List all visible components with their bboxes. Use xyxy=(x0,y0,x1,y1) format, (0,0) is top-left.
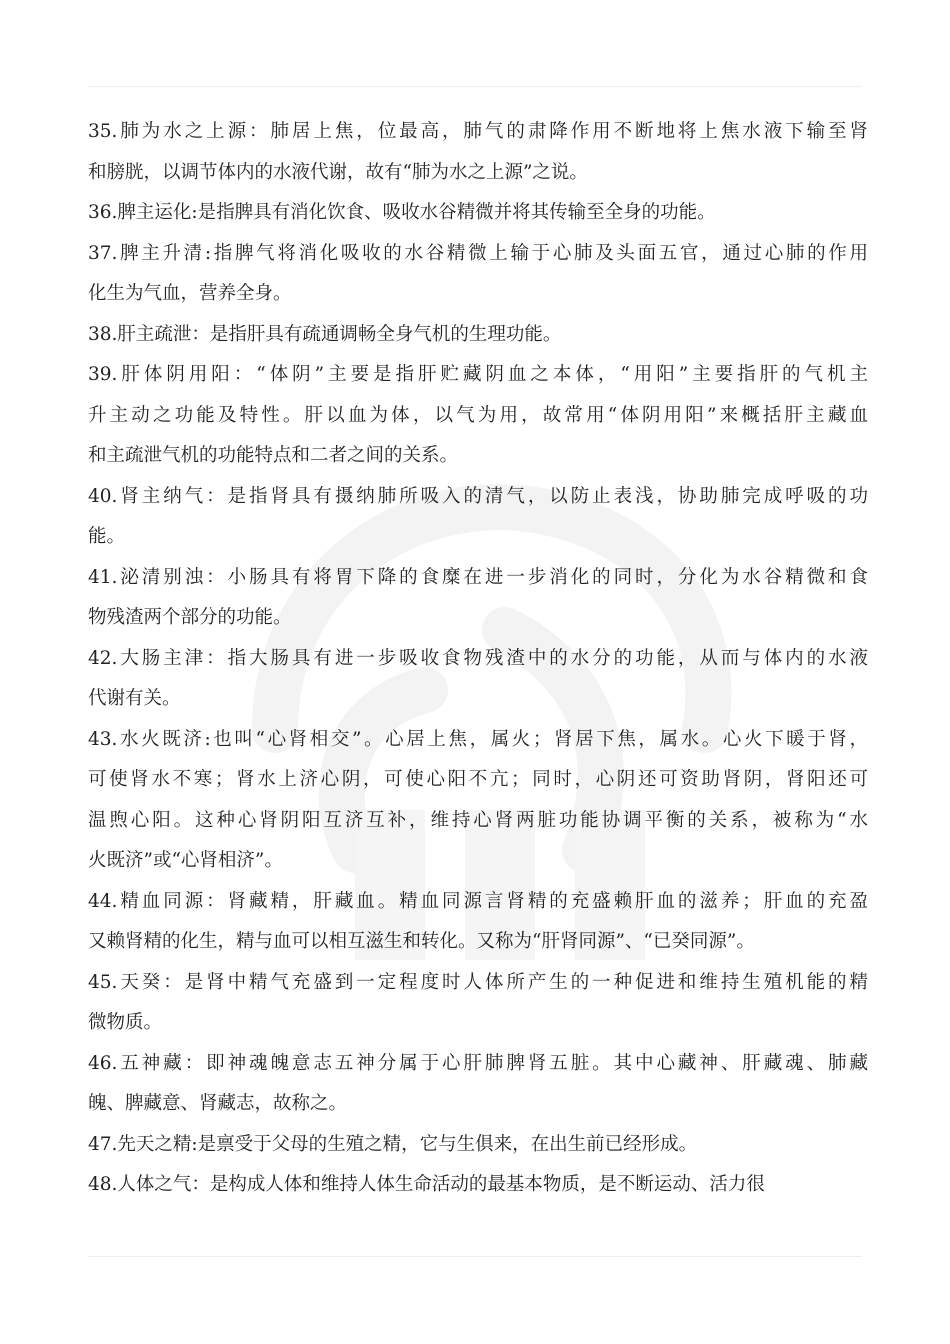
entry-line: 47.先天之精:是禀受于父母的生殖之精，它与生俱来，在出生前已经形成。 xyxy=(88,1133,698,1155)
entry-line: 和膀胱，以调节体内的水液代谢，故有“肺为水之上源”之说。 xyxy=(88,161,588,183)
footer-rule xyxy=(88,1256,862,1257)
entry-line: 化生为气血，营养全身。 xyxy=(88,283,292,304)
entry-line: 代谢有关。 xyxy=(88,688,181,709)
term-entry-47 xyxy=(88,1125,868,1166)
document-body xyxy=(88,112,868,1206)
entry-line: 41.泌清别浊：小肠具有将胃下降的食糜在进一步消化的同时，分化为水谷精微和食 xyxy=(88,566,868,588)
term-entry-38 xyxy=(88,315,868,356)
entry-line: 和主疏泄气机的功能特点和二者之间的关系。 xyxy=(88,445,459,466)
term-entry-36 xyxy=(88,193,868,234)
term-entry-43 xyxy=(88,720,868,882)
entry-line: 物残渣两个部分的功能。 xyxy=(88,607,292,628)
entry-line: 36.脾主运化:是指脾具有消化饮食、吸收水谷精微并将其传输至全身的功能。 xyxy=(88,202,716,223)
entry-line: 39.肝体阴用阳：“体阴”主要是指肝贮藏阴血之本体，“用阳”主要指肝的气机主 xyxy=(88,364,868,385)
term-entry-42 xyxy=(88,639,868,720)
term-entry-35 xyxy=(88,112,868,193)
entry-line: 44.精血同源：肾藏精，肝藏血。精血同源言肾精的充盛赖肝血的滋养；肝血的充盈 xyxy=(88,890,868,912)
term-entry-41 xyxy=(88,558,868,639)
entry-line: 可使肾水不寒；肾水上济心阴，可使心阳不亢；同时，心阴还可资助肾阴，肾阳还可 xyxy=(88,769,868,790)
entry-line: 46.五神藏：即神魂魄意志五神分属于心肝肺脾肾五脏。其中心藏神、肝藏魂、肺藏 xyxy=(88,1052,868,1074)
term-entry-45 xyxy=(88,963,868,1044)
entry-line: 温煦心阳。这种心肾阴阳互济互补，维持心肾两脏功能协调平衡的关系，被称为“水 xyxy=(88,809,868,831)
term-entry-48 xyxy=(88,1165,868,1206)
term-entry-40 xyxy=(88,477,868,558)
header-rule xyxy=(88,86,862,87)
entry-line: 微物质。 xyxy=(88,1012,163,1033)
entry-line: 又赖肾精的化生，精与血可以相互滋生和转化。又称为“肝肾同源”、“已癸同源”。 xyxy=(88,931,755,952)
term-entry-46 xyxy=(88,1044,868,1125)
entry-line: 43.水火既济:也叫“心肾相交”。心居上焦，属火；肾居下焦，属水。心火下暖于肾， xyxy=(88,728,868,750)
entry-line: 45.天癸：是肾中精气充盛到一定程度时人体所产生的一种促进和维持生殖机能的精 xyxy=(88,971,868,993)
entry-line: 能。 xyxy=(88,526,126,547)
entry-line: 35.肺为水之上源：肺居上焦，位最高，肺气的肃降作用不断地将上焦水液下输至肾 xyxy=(88,121,868,142)
entry-line: 魄、脾藏意、肾藏志，故称之。 xyxy=(88,1093,348,1114)
entry-line: 升主动之功能及特性。肝以血为体，以气为用，故常用“体阴用阳”来概括肝主藏血 xyxy=(88,404,868,426)
entry-line: 37.脾主升清:指脾气将消化吸收的水谷精微上输于心肺及头面五官，通过心肺的作用 xyxy=(88,242,868,264)
entry-line: 火既济”或“心肾相济”。 xyxy=(88,850,283,871)
term-entry-39 xyxy=(88,355,868,477)
entry-line: 40.肾主纳气：是指肾具有摄纳肺所吸入的清气，以防止表浅，协助肺完成呼吸的功 xyxy=(88,485,868,507)
entry-line: 38.肝主疏泄：是指肝具有疏通调畅全身气机的生理功能。 xyxy=(88,323,562,345)
term-entry-37 xyxy=(88,234,868,315)
entry-line: 48.人体之气：是构成人体和维持人体生命活动的最基本物质，是不断运动、活力很 xyxy=(88,1174,765,1195)
entry-line: 42.大肠主津：指大肠具有进一步吸收食物残渣中的水分的功能，从而与体内的水液 xyxy=(88,647,868,669)
term-entry-44 xyxy=(88,882,868,963)
